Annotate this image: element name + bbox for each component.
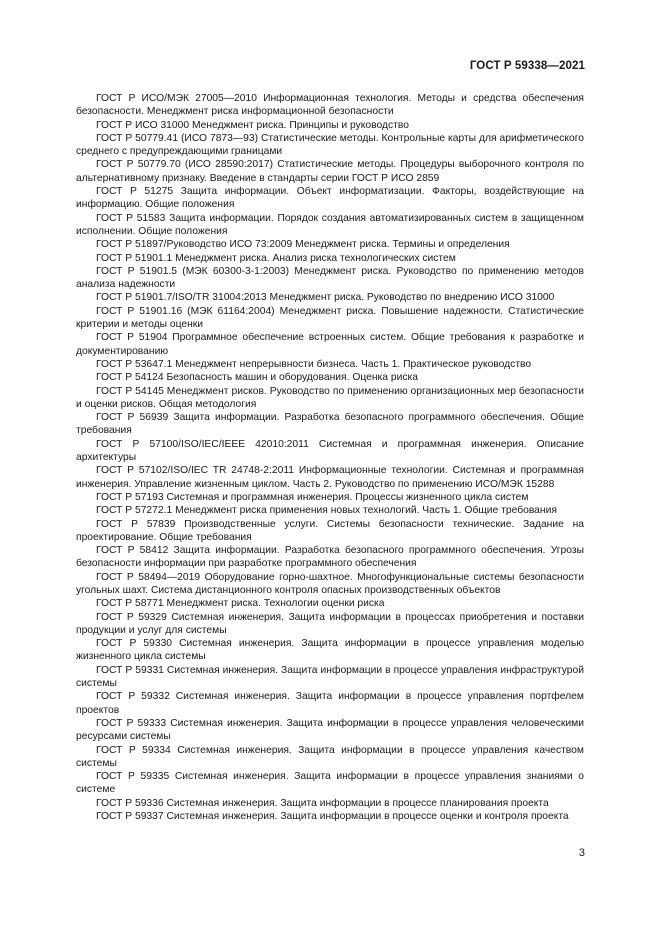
reference-code: ГОСТ Р 54124 — [96, 372, 164, 384]
reference-code: ГОСТ Р 51901.7/ISO/TR 31004:2013 — [96, 292, 267, 304]
reference-entry — [76, 358, 584, 371]
reference-code: ГОСТ Р 57272.1 — [96, 505, 173, 517]
reference-entry — [76, 690, 584, 717]
reference-title: Оборудование горно-шахтное. Многофункциональные системы безопасности угольных шахт. Система дистанционного контроля опасных производственных объектов — [76, 571, 584, 596]
reference-code: ГОСТ Р 59333 — [96, 717, 167, 729]
reference-title: Менеджмент риска. Руководство по внедрению ИСО 31000 — [269, 292, 555, 304]
reference-entry — [76, 491, 584, 504]
reference-code: ГОСТ Р 56939 — [96, 412, 169, 424]
reference-code: ГОСТ Р 59331 — [96, 664, 164, 676]
reference-code: ГОСТ Р ИСО/МЭК 27005—2010 — [96, 93, 257, 104]
reference-title: Менеджмент рисков. Руководство по применению организационных мер безопасности и оценки рисков. Общая методология — [76, 385, 584, 410]
reference-entry — [76, 810, 584, 823]
reference-title: Менеджмент риска. Термины и определения — [295, 239, 510, 251]
reference-title: Производственные услуги. Системы безопасности технические. Задание на проектирование. Общие требования — [76, 518, 584, 543]
reference-entry — [76, 385, 584, 412]
reference-code: ГОСТ Р 51901.5 (МЭК 60300-3-1:2003) — [96, 265, 290, 277]
reference-code: ГОСТ Р 53647.1 — [96, 358, 173, 370]
reference-title: Системная и программная инженерия. Процессы жизненного цикла систем — [166, 491, 529, 503]
reference-title: Системная инженерия. Защита информации в процессах приобретения и поставки продукции и услуг для системы — [76, 611, 584, 636]
reference-code: ГОСТ Р ИСО 31000 — [96, 119, 190, 131]
reference-entry — [76, 637, 584, 664]
reference-title: Системная инженерия. Защита информации в процессе оценки и контроля проекта — [166, 811, 569, 823]
reference-code: ГОСТ Р 51901.16 (МЭК 61164:2004) — [96, 305, 275, 317]
reference-title: Защита информации. Объект информатизации. Факторы, воздействующие на информацию. Общие положения — [76, 186, 584, 211]
reference-code: ГОСТ Р 51583 — [96, 212, 166, 224]
reference-code: ГОСТ Р 57193 — [96, 491, 164, 503]
references-list — [76, 92, 584, 823]
reference-code: ГОСТ Р 57102/ISO/IEC TR 24748-2:2011 — [96, 465, 295, 477]
reference-code: ГОСТ Р 51897/Руководство ИСО 73:2009 — [96, 239, 293, 251]
reference-entry — [76, 744, 584, 771]
page-number: 3 — [578, 847, 585, 859]
reference-code: ГОСТ Р 59330 — [96, 638, 173, 650]
reference-title: Системная инженерия. Защита информации в процессе планирования проекта — [166, 797, 549, 809]
reference-entry — [76, 212, 584, 239]
reference-code: ГОСТ Р 59329 — [96, 611, 167, 623]
reference-code: ГОСТ Р 58494—2019 — [96, 571, 201, 583]
reference-code: ГОСТ Р 58771 — [96, 598, 164, 610]
reference-entry — [76, 518, 584, 545]
reference-entry — [76, 717, 584, 744]
reference-entry — [76, 664, 584, 691]
reference-title: Менеджмент риска. Технологии оценки риска — [166, 598, 385, 610]
reference-title: Менеджмент риска применения новых технологий. Часть 1. Общие требования — [175, 505, 557, 517]
reference-code: ГОСТ Р 57100/ISO/IEC/IEEE 42010:2011 — [96, 438, 309, 450]
reference-title: Информационная технология. Методы и средства обеспечения безопасности. Менеджмент риска информационной безопасности — [76, 93, 584, 118]
reference-entry — [76, 291, 584, 304]
reference-code: ГОСТ Р 50779.41 (ИСО 7873—93) — [96, 132, 259, 144]
reference-title: Программное обеспечение встроенных систем. Общие требования к разработке и документированию — [76, 332, 584, 357]
reference-title: Статистические методы. Процедуры выборочного контроля по альтернативному признаку. Введение в стандарты серии ГОСТ Р ИСО 2859 — [76, 159, 584, 184]
reference-code: ГОСТ Р 58412 — [96, 545, 169, 557]
reference-title: Безопасность машин и оборудования. Оценка риска — [166, 372, 418, 384]
reference-entry — [76, 371, 584, 384]
reference-title: Менеджмент риска. Повышение надежности. Статистические критерии и методы оценки — [76, 305, 584, 331]
reference-entry — [76, 305, 584, 332]
reference-title: Системная инженерия. Защита информации в процессе управления человеческими ресурсами системы — [76, 717, 584, 743]
reference-entry — [76, 119, 584, 132]
reference-entry — [76, 597, 584, 610]
reference-entry — [76, 265, 584, 292]
reference-code: ГОСТ Р 57839 — [96, 518, 176, 530]
reference-entry — [76, 252, 584, 265]
reference-entry — [76, 571, 584, 598]
reference-title: Менеджмент риска. Руководство по применению методов анализа надежности — [76, 265, 584, 291]
reference-code: ГОСТ Р 59336 — [96, 797, 164, 809]
reference-entry — [76, 92, 584, 119]
reference-title: Менеджмент риска. Принципы и руководство — [191, 119, 409, 131]
reference-entry — [76, 611, 584, 638]
reference-code: ГОСТ Р 51901.1 — [96, 252, 173, 264]
reference-title: Системная инженерия. Защита информации в процессе управления качеством системы — [76, 744, 584, 769]
reference-entry — [76, 438, 584, 465]
reference-code: ГОСТ Р 54145 — [96, 385, 164, 397]
reference-code: ГОСТ Р 59334 — [96, 744, 171, 756]
reference-entry — [76, 464, 584, 491]
reference-code: ГОСТ Р 51904 — [96, 332, 168, 344]
reference-entry — [76, 797, 584, 810]
reference-title: Системная инженерия. Защита информации в процессе управления моделью жизненного цикла системы — [76, 638, 584, 663]
reference-title: Системная инженерия. Защита информации в процессе управления инфраструктурой системы — [76, 664, 584, 690]
reference-title: Менеджмент непрерывности бизнеса. Часть 1. Практическое руководство — [175, 358, 532, 370]
reference-code: ГОСТ Р 51275 — [96, 186, 174, 198]
reference-entry — [76, 238, 584, 251]
reference-entry — [76, 185, 584, 212]
reference-code: ГОСТ Р 59337 — [96, 811, 164, 823]
reference-title: Системная и программная инженерия. Описание архитектуры — [76, 438, 584, 464]
reference-entry — [76, 504, 584, 517]
reference-title: Защита информации. Разработка безопасного программного обеспечения. Угрозы безопасности информации при разработке программного обеспечения — [76, 545, 584, 570]
reference-entry — [76, 544, 584, 571]
reference-title: Менеджмент риска. Анализ риска технологических систем — [175, 252, 456, 264]
reference-code: ГОСТ Р 59332 — [96, 691, 170, 703]
reference-title: Информационные технологии. Системная и программная инженерия. Управление жизненным циклом. Часть 2. Руководство по применению ИСО/МЭК 15288 — [76, 465, 584, 490]
reference-title: Системная инженерия. Защита информации в процессе управления знаниями о системе — [76, 771, 584, 796]
reference-entry — [76, 331, 584, 358]
reference-entry — [76, 158, 584, 185]
reference-title: Защита информации. Разработка безопасного программного обеспечения. Общие требования — [76, 412, 584, 437]
document-code-header: ГОСТ Р 59338—2021 — [469, 60, 585, 72]
reference-title: Статистические методы. Контрольные карты для арифметического среднего с предупреждающими границами — [76, 132, 584, 158]
reference-entry — [76, 770, 584, 797]
reference-code: ГОСТ Р 59335 — [96, 771, 170, 783]
reference-entry — [76, 411, 584, 438]
reference-entry — [76, 132, 584, 159]
reference-title: Системная инженерия. Защита информации в процессе управления портфелем проектов — [76, 691, 584, 716]
reference-code: ГОСТ Р 50779.70 (ИСО 28590:2017) — [96, 159, 274, 171]
reference-title: Защита информации. Порядок создания автоматизированных систем в защищенном исполнении. Общие положения — [76, 212, 584, 237]
